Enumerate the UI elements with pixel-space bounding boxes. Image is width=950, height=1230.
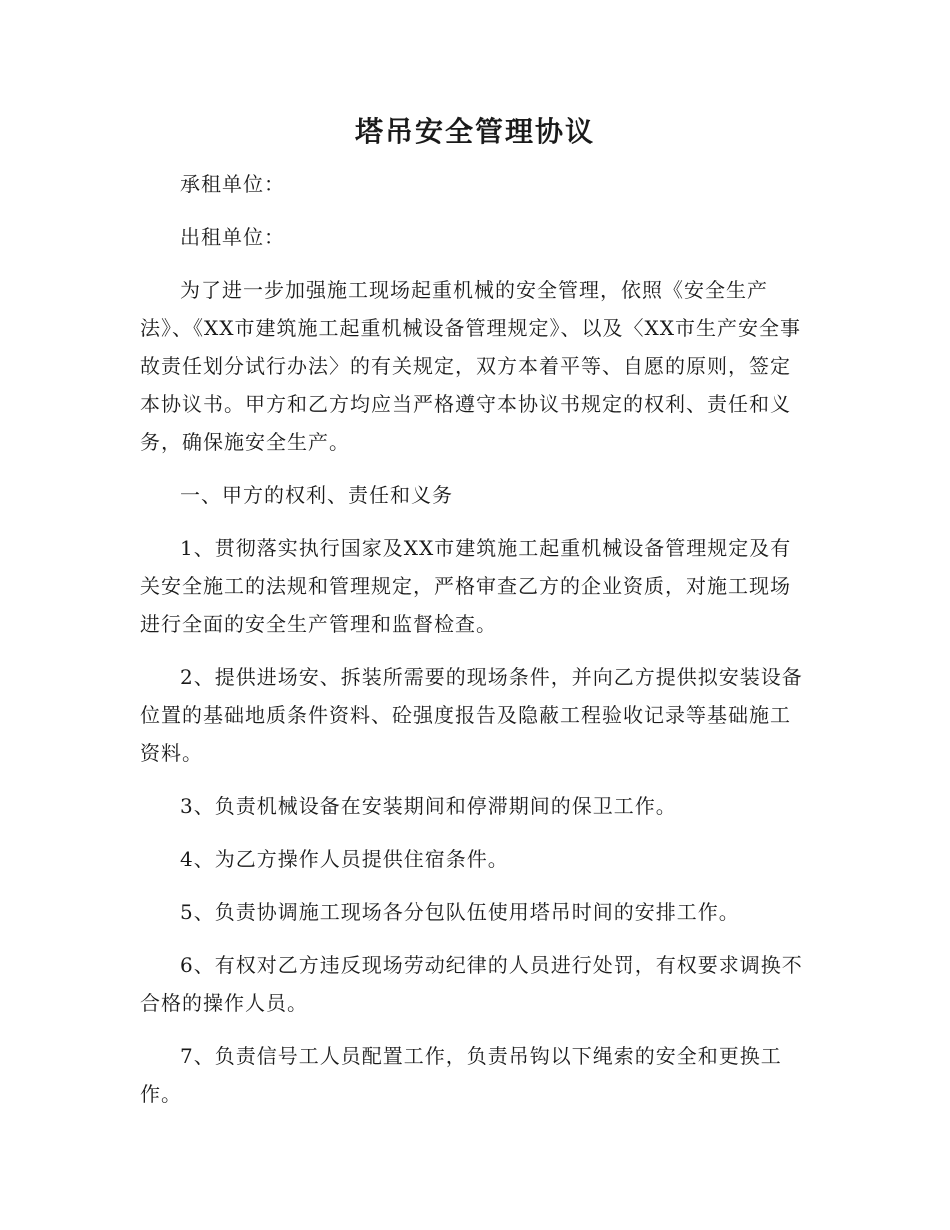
clause-4: 4、为乙方操作人员提供住宿条件。 — [180, 847, 509, 871]
document-title: 塔吊安全管理协议 — [354, 115, 595, 148]
clause-7: 7、负责信号工人员配置工作，负责吊钩以下绳索的安全和更换工作。 — [140, 1044, 782, 1106]
clause-2: 2、提供进场安、拆装所需要的现场条件，并向乙方提供拟安装设备位置的基础地质条件资料、砼强度报告及隐蔽工程验收记录等基础施工资料。 — [140, 665, 803, 765]
document-body — [140, 165, 805, 1128]
preamble-paragraph: 为了进一步加强施工现场起重机械的安全管理，依照《安全生产法》、《XX市建筑施工起重机械设备管理规定》、以及〈XX市生产安全事故责任划分试行办法〉的有关规定，双方本着平等、自愿的原则，签定本协议书。甲方和乙方均应当严格遵守本协议书规定的权利、责任和义务，确保施安全生产。 — [140, 278, 801, 454]
clause-3: 3、负责机械设备在安装期间和停滞期间的保卫工作。 — [180, 794, 677, 818]
lessee-line: 承租单位： — [180, 172, 285, 196]
section-heading-party-a: 一、甲方的权利、责任和义务 — [180, 483, 453, 507]
clause-6: 6、有权对乙方违反现场劳动纪律的人员进行处罚，有权要求调换不合格的操作人员。 — [140, 953, 803, 1015]
clause-1: 1、贯彻落实执行国家及XX市建筑施工起重机械设备管理规定及有关安全施工的法规和管理规定，严格审查乙方的企业资质，对施工现场进行全面的安全生产管理和监督检查。 — [140, 536, 792, 636]
clause-5: 5、负责协调施工现场各分包队伍使用塔吊时间的安排工作。 — [180, 900, 740, 924]
lessor-line: 出租单位： — [180, 225, 285, 249]
